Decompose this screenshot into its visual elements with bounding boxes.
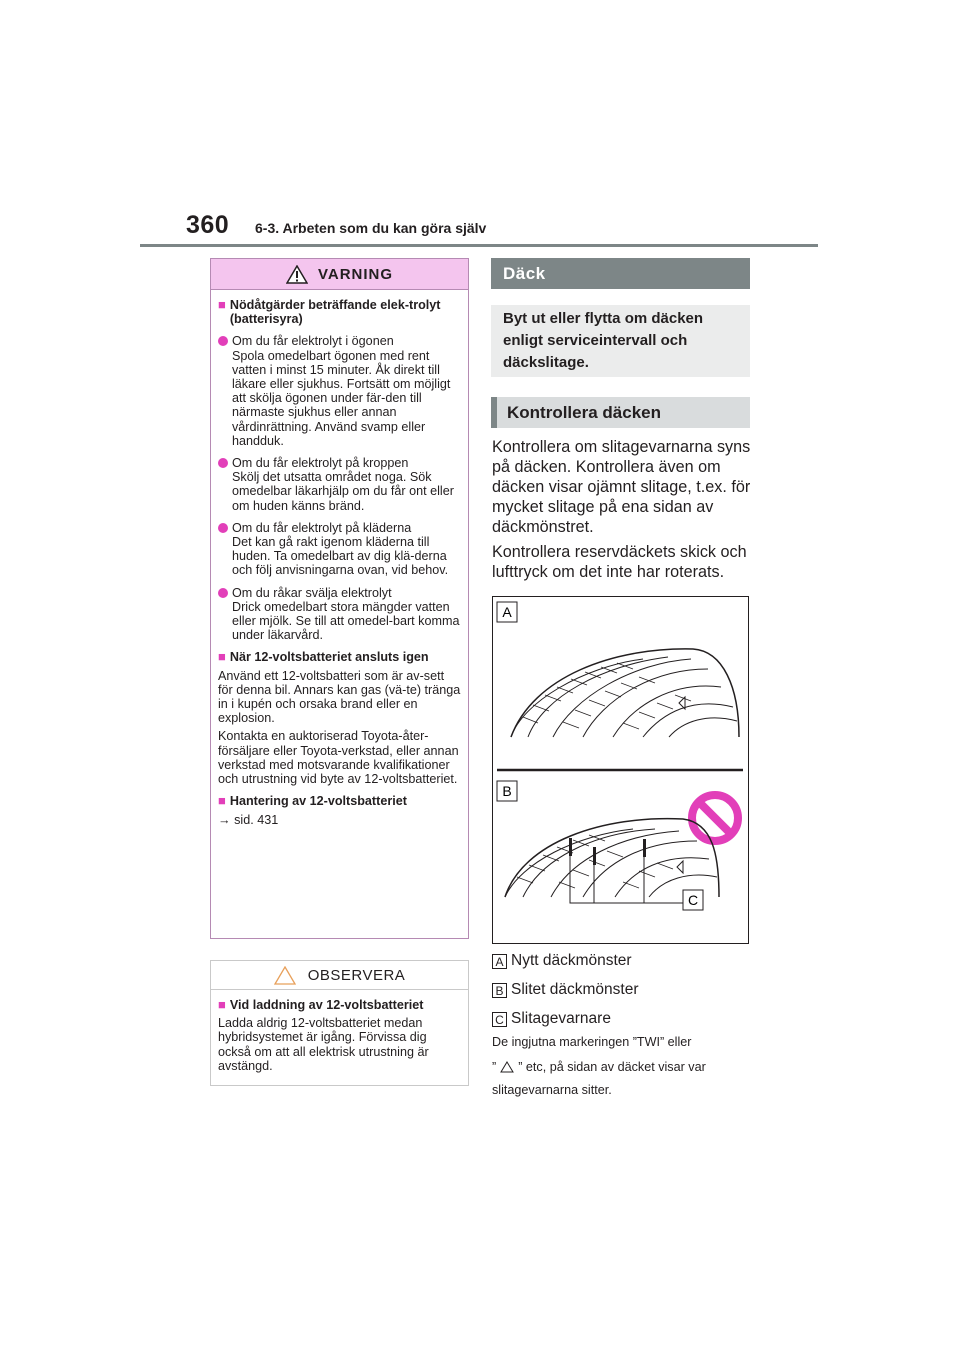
figure-label-b: B [502, 783, 512, 799]
legend-key-b: B [492, 983, 507, 998]
tire-drawing [493, 597, 748, 943]
connect-title: När 12-voltsbatteriet ansluts igen [229, 650, 429, 665]
square-bullet-icon: ■ [218, 997, 226, 1012]
dack-section-header: Däck [491, 258, 750, 289]
warning-box [210, 258, 469, 939]
charging-text: Ladda aldrig 12-voltsbatteriet medan hybridsystemet är igång. Förvissa dig också om att all elektrisk utrustning är avstängd. [218, 1016, 429, 1073]
notice-box [210, 960, 469, 1086]
section-title: 6-3. Arbeten som du kan göra själv [255, 220, 487, 236]
note-line-3: slitagevarnarna sitter. [492, 1083, 612, 1097]
legend-key-a: A [492, 954, 507, 969]
square-bullet-icon: ■ [218, 793, 226, 809]
notice-title: OBSERVERA [307, 966, 406, 984]
legend-key-c: C [492, 1012, 507, 1027]
legend-text-a: Nytt däckmönster [511, 952, 632, 969]
note-quote-open: ” [492, 1060, 497, 1074]
figure-label-a: A [502, 604, 512, 620]
warning-triangle-icon [286, 265, 308, 284]
triangle-marker-icon [677, 861, 683, 873]
legend-text-c: Slitagevarnare [511, 1010, 611, 1027]
warning-title: VARNING [317, 265, 394, 283]
bullet-text: Drick omedelbart stora mängder vatten eller mjölk. Se till att omedel-bart komma under läkarvård. [232, 599, 460, 643]
legend-item-b [492, 981, 639, 999]
body-paragraph-2: Kontrollera reservdäckets skick och lufttryck om det inte har roterats. [492, 543, 747, 581]
round-bullet-icon [218, 336, 228, 346]
bullet-text: Spola omedelbart ögonen med rent vatten i minst 15 minuter. Åk direkt till läkare eller sjukhus. Fortsätt om möjligt att skölja ögonen under fär-den till närmaste sjukhus eller annan vårdinrättning. Använd svamp eller handduk. [232, 348, 451, 448]
round-bullet-icon [218, 458, 228, 468]
legend-item-a [492, 952, 632, 970]
intro-box: Byt ut eller flytta om däcken enligt serviceintervall och däckslitage. [491, 305, 750, 377]
page-reference-link[interactable]: → sid. 431 [218, 812, 279, 827]
list-item [218, 586, 462, 643]
electrolyte-heading [218, 298, 462, 326]
legend-item-c [492, 1010, 611, 1028]
bullet-title: Om du råkar svälja elektrolyt [232, 585, 392, 600]
handling-heading [218, 794, 462, 808]
bullet-title: Om du får elektrolyt på kroppen [232, 456, 409, 471]
body-paragraph-1: Kontrollera om slitagevarnarna syns på däcken. Kontrollera även om däcken visar ojämnt slitage, t.ex. för mycket slitage på ena sidan av däckmönstret. [492, 438, 751, 536]
note-line-1: De ingjutna markeringen ”TWI” eller [492, 1035, 692, 1049]
bullet-title: Om du får elektrolyt på kläderna [232, 520, 412, 535]
bullet-title: Om du får elektrolyt i ögonen [232, 334, 394, 349]
charging-heading [218, 998, 462, 1012]
connect-paragraph-2: Kontakta en auktoriserad Toyota-åter-försäljare eller Toyota-verkstad, eller annan verkstad med motsvarande kvalifikationer och utrustning vid byte av 12-voltsbatteriet. [218, 729, 459, 787]
list-item [218, 456, 462, 513]
round-bullet-icon [218, 588, 228, 598]
notice-header [211, 961, 468, 990]
bullet-text: Skölj det utsatta området noga. Sök omedelbar läkarhjälp om du får ont eller om huden känns bränd. [232, 470, 454, 513]
list-item [218, 334, 462, 448]
page-number: 360 [186, 211, 230, 239]
kontroll-subheader: Kontrollera däcken [491, 397, 750, 428]
worn-tire-tread [505, 819, 719, 897]
caution-triangle-icon [274, 966, 296, 985]
legend-text-b: Slitet däckmönster [511, 981, 639, 998]
tire-illustration [492, 596, 749, 944]
header-rule [140, 244, 818, 247]
note-line-2-text: ” etc, på sidan av däcket visar var [518, 1060, 706, 1074]
bullet-text: Det kan gå rakt igenom kläderna till huden. Ta omedelbart av dig klä-derna och följ anvisningarna ovan, vid behov. [232, 535, 449, 578]
warning-header [211, 259, 468, 290]
note-line-2 [492, 1060, 706, 1074]
prohibited-icon [692, 795, 738, 841]
electrolyte-title: Nödåtgärder beträffande elek-trolyt (batterisyra) [229, 298, 441, 327]
square-bullet-icon: ■ [218, 649, 226, 665]
connect-heading [218, 650, 462, 664]
figure-label-c: C [687, 892, 699, 908]
handling-title: Hantering av 12-voltsbatteriet [229, 794, 407, 809]
triangle-marker-icon [500, 1061, 514, 1073]
round-bullet-icon [218, 523, 228, 533]
list-item [218, 521, 462, 578]
connect-paragraph-1: Använd ett 12-voltsbatteri som är av-sett för denna bil. Annars kan gas (vä-te) tränga in i kupén och orsaka brand eller en explosion. [218, 668, 461, 726]
charging-title: Vid laddning av 12-voltsbatteriet [229, 998, 424, 1012]
square-bullet-icon: ■ [218, 297, 226, 312]
